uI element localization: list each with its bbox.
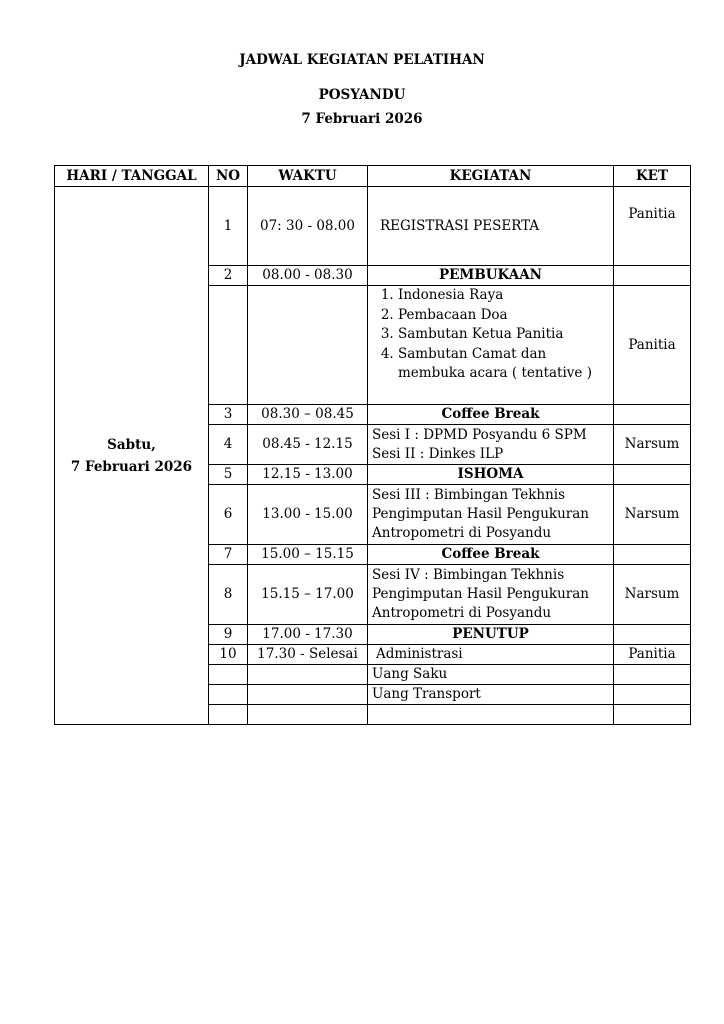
row-activity: PENUTUP — [368, 625, 614, 645]
document-title: JADWAL KEGIATAN PELATIHAN — [239, 52, 485, 68]
document-subtitle: POSYANDU — [318, 87, 406, 103]
row-activity: ISHOMA — [368, 465, 614, 485]
row-ket — [614, 405, 691, 425]
document-date: 7 Februari 2026 — [301, 111, 423, 127]
row-ket: Narsum — [614, 565, 691, 625]
table-row — [55, 187, 691, 266]
row-time: 15.00 – 15.15 — [248, 545, 368, 565]
row-activity: PEMBUKAAN — [368, 266, 614, 286]
row-time — [248, 665, 368, 685]
row-time — [248, 286, 368, 405]
column-header-ket: KET — [614, 166, 691, 187]
row-ket: Panitia — [614, 286, 691, 405]
activity-line: Antropometri di Posyandu — [372, 605, 552, 621]
activity-line: Pengimputan Hasil Pengukuran — [372, 506, 589, 522]
row-activity — [368, 705, 614, 725]
row-no — [209, 685, 248, 705]
row-time: 07: 30 - 08.00 — [248, 187, 368, 266]
row-no: 8 — [209, 565, 248, 625]
row-time: 12.15 - 13.00 — [248, 465, 368, 485]
row-time: 08.00 - 08.30 — [248, 266, 368, 286]
row-ket — [614, 685, 691, 705]
row-time: 13.00 - 15.00 — [248, 485, 368, 545]
activity-line: Antropometri di Posyandu — [372, 525, 552, 541]
row-no: 7 — [209, 545, 248, 565]
table-header-row — [55, 166, 691, 187]
row-no: 5 — [209, 465, 248, 485]
row-ket — [614, 266, 691, 286]
activity-line: Sesi I : DPMD Posyandu 6 SPM — [372, 426, 587, 443]
row-time: 17.30 - Selesai — [248, 645, 368, 665]
row-no: 6 — [209, 485, 248, 545]
list-item: 2. Pembacaan Doa — [398, 306, 609, 326]
opening-agenda-list — [372, 286, 609, 384]
row-no — [209, 286, 248, 405]
row-no — [209, 665, 248, 685]
day-cell — [55, 187, 209, 725]
row-ket — [614, 465, 691, 485]
row-no: 4 — [209, 425, 248, 465]
row-activity: REGISTRASI PESERTA — [368, 187, 614, 266]
day-name: Sabtu, — [107, 436, 156, 453]
row-ket — [614, 625, 691, 645]
row-no: 9 — [209, 625, 248, 645]
row-ket: Panitia — [614, 187, 691, 266]
row-no: 3 — [209, 405, 248, 425]
list-item: 3. Sambutan Ketua Panitia — [398, 325, 609, 345]
schedule-table — [54, 165, 691, 725]
row-no — [209, 705, 248, 725]
activity-line: Sesi II : Dinkes ILP — [372, 445, 504, 462]
row-ket — [614, 705, 691, 725]
list-item: 1. Indonesia Raya — [398, 286, 609, 306]
column-header-no: NO — [209, 166, 248, 187]
row-ket — [614, 545, 691, 565]
row-no: 10 — [209, 645, 248, 665]
row-activity — [368, 286, 614, 405]
activity-line: Sesi III : Bimbingan Tekhnis — [372, 487, 566, 503]
row-activity: Administrasi — [368, 645, 614, 665]
row-time: 15.15 – 17.00 — [248, 565, 368, 625]
row-time: 08.30 – 08.45 — [248, 405, 368, 425]
column-header-day: HARI / TANGGAL — [55, 166, 209, 187]
row-no: 2 — [209, 266, 248, 286]
row-activity — [368, 565, 614, 625]
column-header-time: WAKTU — [248, 166, 368, 187]
row-time: 17.00 - 17.30 — [248, 625, 368, 645]
row-time — [248, 705, 368, 725]
row-ket: Narsum — [614, 425, 691, 465]
row-ket: Panitia — [614, 645, 691, 665]
row-activity: Uang Saku — [368, 665, 614, 685]
list-item: 4. Sambutan Camat dan membuka acara ( tentative ) — [398, 345, 609, 384]
day-date: 7 Februari 2026 — [70, 458, 193, 475]
activity-line: Sesi IV : Bimbingan Tekhnis — [372, 567, 565, 583]
row-activity — [368, 485, 614, 545]
row-activity — [368, 425, 614, 465]
row-activity: Uang Transport — [368, 685, 614, 705]
row-no: 1 — [209, 187, 248, 266]
activity-line: Pengimputan Hasil Pengukuran — [372, 586, 589, 602]
row-ket — [614, 665, 691, 685]
row-activity: Coffee Break — [368, 405, 614, 425]
row-time — [248, 685, 368, 705]
column-header-activity: KEGIATAN — [368, 166, 614, 187]
row-activity: Coffee Break — [368, 545, 614, 565]
row-ket: Narsum — [614, 485, 691, 545]
row-time: 08.45 - 12.15 — [248, 425, 368, 465]
